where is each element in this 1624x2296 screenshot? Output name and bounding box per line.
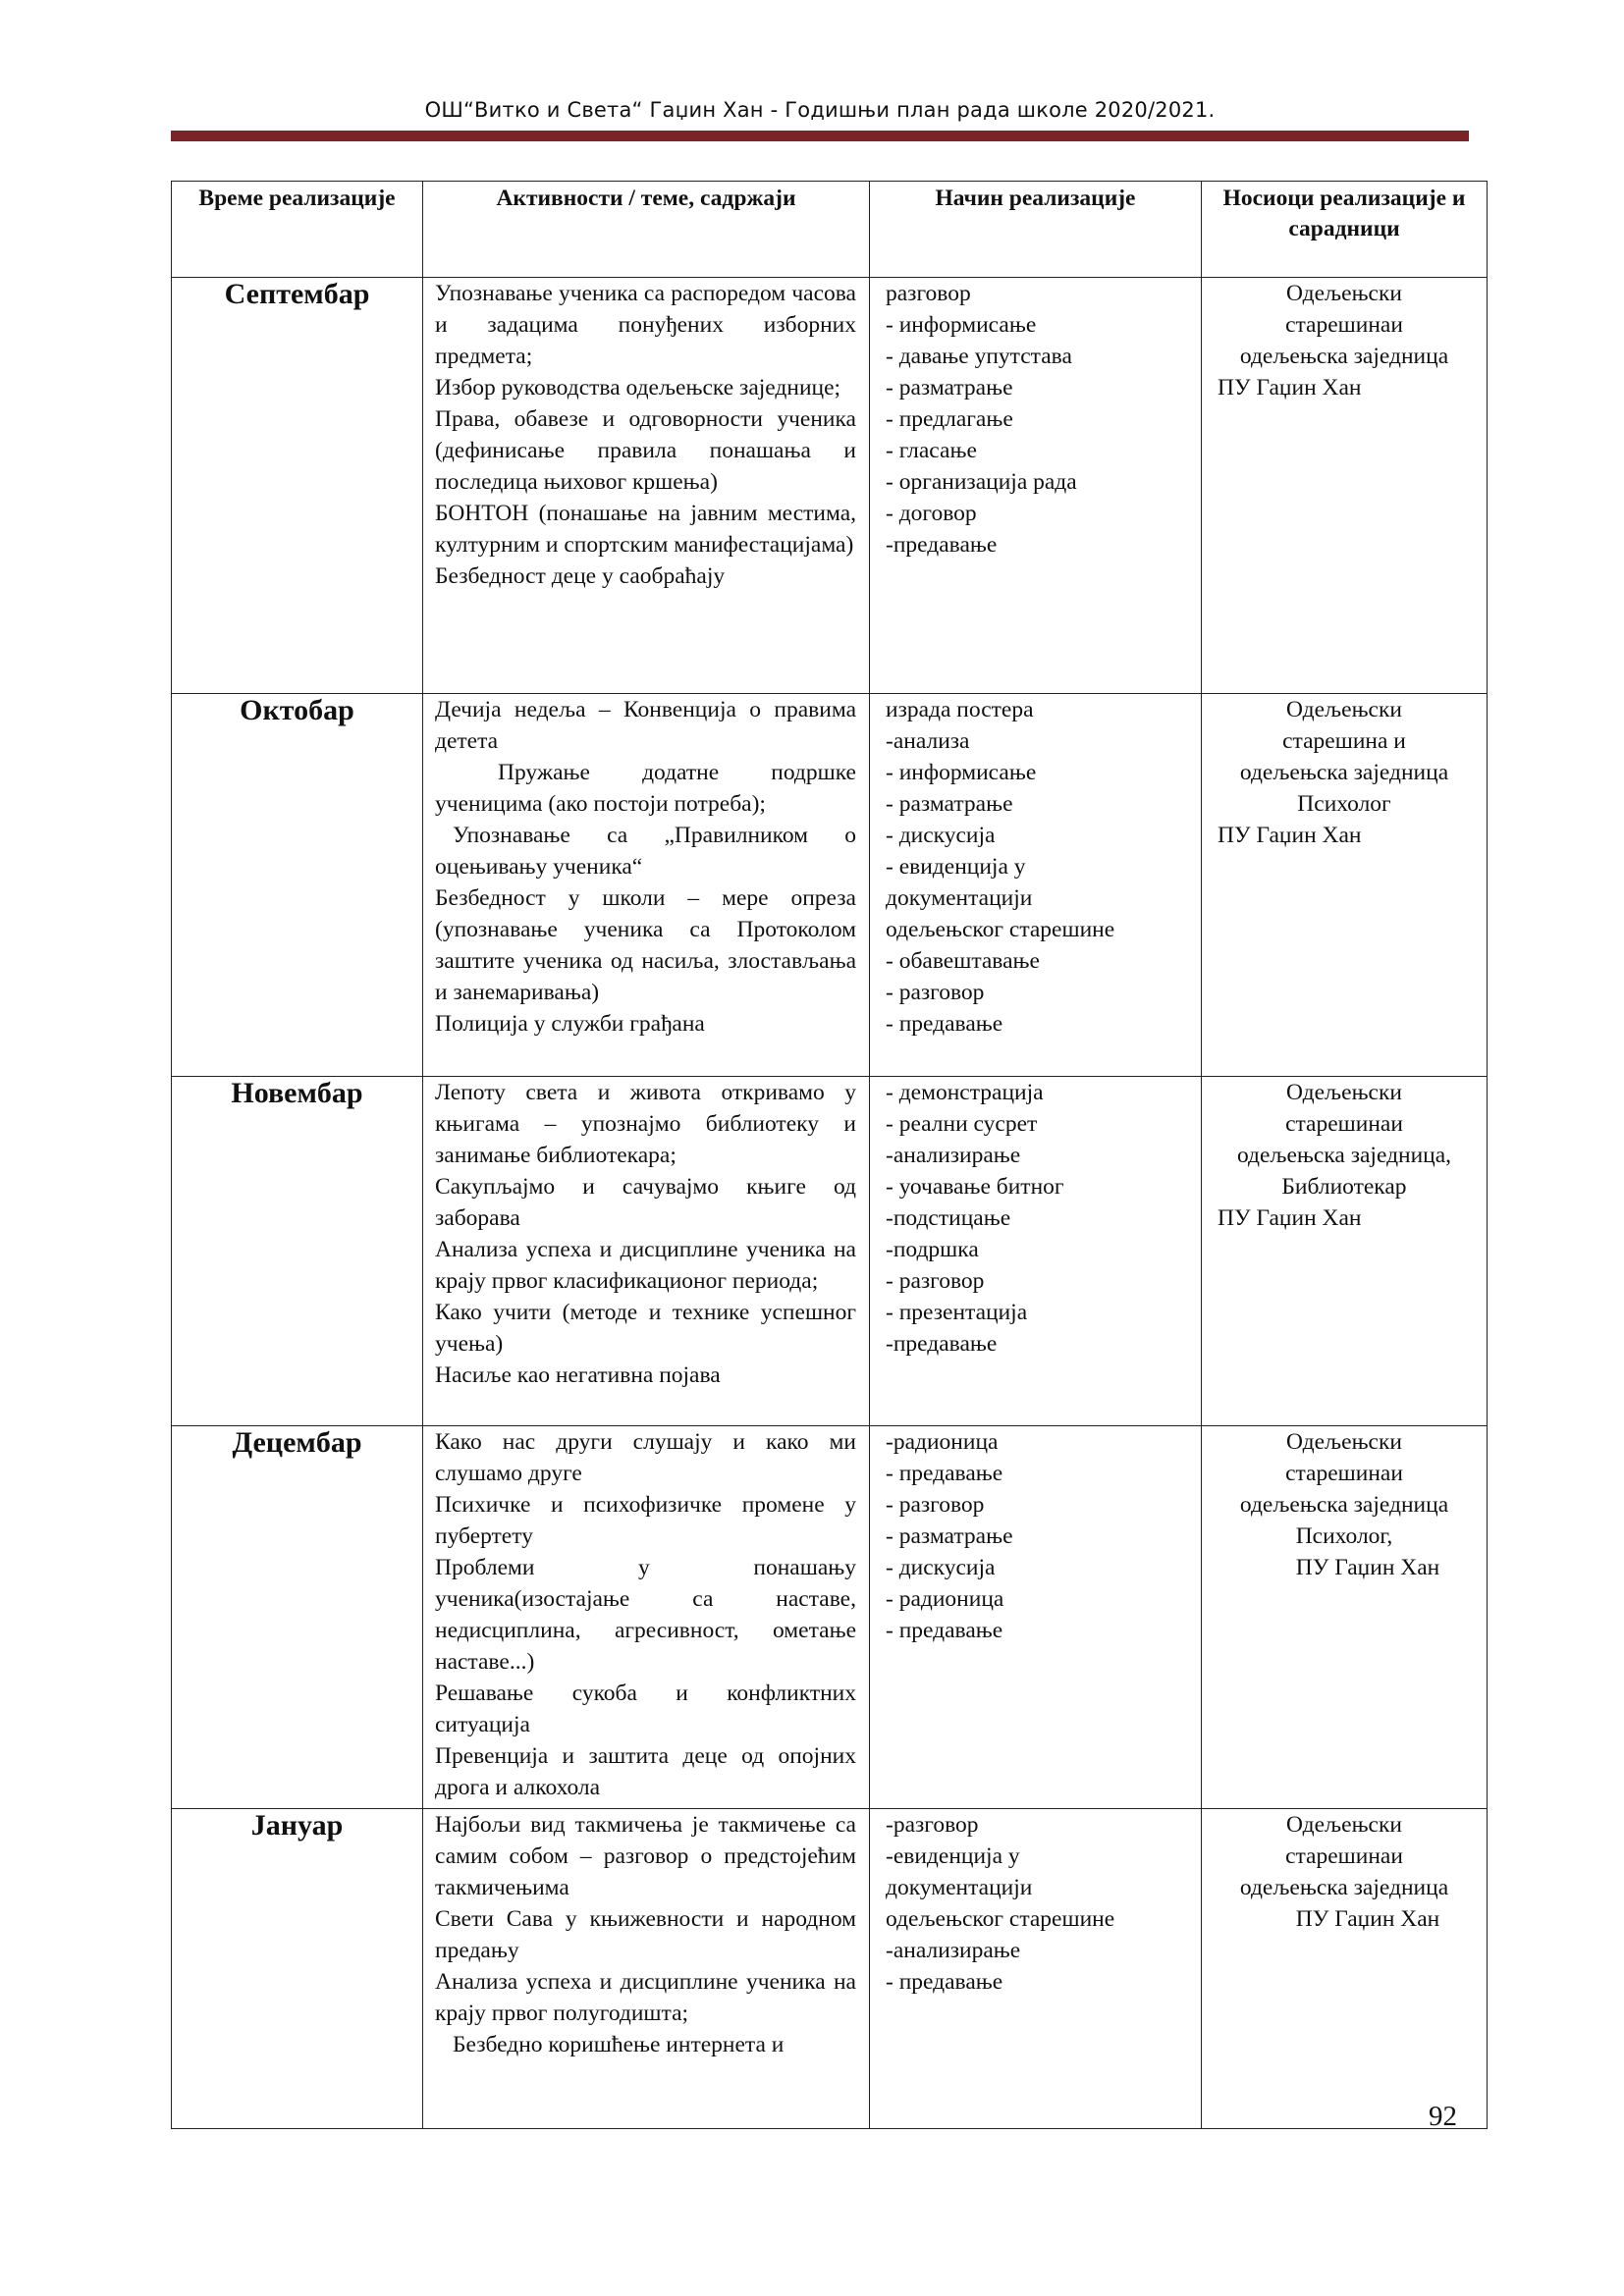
responsible-item: старешинаи [1285,1461,1403,1486]
method-item: - обавештавање [886,948,1040,974]
page-header: ОШ“Витко и Света“ Гаџин Хан - Годишњи план рада школе 2020/2021. [424,98,1216,122]
responsible-item: одељењска заједница [1239,760,1449,785]
responsible-item: ПУ Гаџин Хан [1218,375,1362,400]
activity-item: Проблеми у понашању ученика(изостајање са наставе, недисциплина, агресивност, ометање наставе...) [435,1555,856,1675]
activity-item: Безбедно коришћење интернета и [453,2032,785,2057]
method-cell [870,1426,1202,1809]
column-header-responsible: Носиоци реализације и сарадници [1202,182,1488,278]
responsible-item: Одељењски [1286,281,1402,306]
method-item: - дискусија [886,823,996,848]
activity-item: Превенција и заштита деце од опојних дрога и алкохола [435,1743,856,1800]
method-item: - разговор [886,1492,985,1518]
responsible-item: Одељењски [1286,1080,1402,1105]
responsible-item: старешинаи [1285,1843,1403,1869]
activity-item: Психичке и психофизичке промене у пубертету [435,1492,856,1549]
method-item: - предавање [886,1969,1003,1995]
responsible-item: Психолог, [1295,1523,1393,1549]
responsible-item: одељењска заједница [1239,344,1449,369]
method-item: - информисање [886,760,1037,785]
method-item: -евиденција у [886,1843,1020,1869]
method-item: - презентација [886,1300,1028,1325]
table-row-november [172,1077,1488,1426]
method-item: - радионица [886,1586,1004,1612]
method-item: разговор [886,281,971,306]
method-item: документацији [886,1875,1033,1900]
method-item: -подршка [886,1237,979,1262]
method-item: - дискусија [886,1555,996,1580]
method-item: - уочавање битног [886,1174,1064,1200]
responsible-item: одељењска заједница [1239,1492,1449,1518]
month-cell: Септембар [172,278,423,694]
method-item: - разматрање [886,1523,1013,1549]
table-row-september [172,278,1488,694]
responsible-item: Библиотекар [1281,1174,1407,1200]
responsible-item: ПУ Гаџин Хан [1295,1906,1440,1932]
method-item: - предавање [886,1618,1003,1643]
method-item: - реални сусрет [886,1111,1038,1137]
activity-item: Анализа успеха и дисциплине ученика на крају првог полугодишта; [435,1969,856,2026]
method-item: - демонстрација [886,1080,1044,1105]
responsible-item: ПУ Гаџин Хан [1218,1205,1362,1231]
activity-item: Анализа успеха и дисциплине ученика на крају првог класификационог периода; [435,1237,856,1294]
responsible-cell [1202,1809,1488,2129]
responsible-item: Одељењски [1286,697,1402,722]
responsible-cell [1202,694,1488,1077]
annual-plan-table [171,181,1488,2129]
method-item: - давање упутстава [886,344,1072,369]
responsible-item: старешина и [1282,728,1406,754]
method-item: - разговор [886,980,985,1005]
method-item: - разматрање [886,375,1013,400]
responsible-item: Одељењски [1286,1812,1402,1838]
activities-cell [423,1426,870,1809]
responsible-item: старешинаи [1285,312,1403,338]
method-item: - гласање [886,438,977,463]
activity-item: Упознавање ученика са распоредом часова и задацима понуђених изборних предмета; [435,281,856,369]
activity-item: Безбедност деце у саобраћају [435,563,726,589]
column-header-method: Начин реализације [870,182,1202,278]
method-cell [870,694,1202,1077]
activity-item: Решавање сукоба и конфликтних ситуација [435,1681,856,1737]
activity-item: Права, обавезе и одговорности ученика (дефинисање правила понашања и последица њиховог кршења) [435,406,856,495]
activities-cell [423,1809,870,2129]
page-number: 92 [1429,2101,1457,2132]
month-cell: Новембар [172,1077,423,1426]
method-item: - предлагање [886,406,1013,432]
activity-item: Како учити (методе и технике успешног учења) [435,1300,856,1357]
method-item: одељењског старешине [886,1906,1115,1932]
activity-item: Пружање додатне подршке ученицима (ако постоји потреба); [435,760,856,817]
column-header-activities: Активности / теме, садржаји [423,182,870,278]
responsible-cell [1202,1077,1488,1426]
responsible-item: Одељењски [1286,1429,1402,1455]
column-header-time: Време реализације [172,182,423,278]
activity-item: Избор руководства одељењске заједнице; [435,375,841,400]
method-cell [870,1077,1202,1426]
month-cell: Децембар [172,1426,423,1809]
responsible-item: Психолог [1297,791,1391,817]
activity-item: Полиција у служби грађана [435,1011,705,1037]
method-item: -анализа [886,728,970,754]
activity-item: Како нас други слушају и како ми слушамо друге [435,1429,856,1486]
activity-item: Безбедност у школи – мере опреза (упознавање ученика са Протоколом заштите ученика од насиља, злостављања и занемаривања) [435,885,856,1005]
method-item: одељењског старешине [886,917,1115,942]
responsible-cell [1202,278,1488,694]
activity-item: Лепоту света и живота откривамо у књигама – упознајмо библиотеку и занимање библиотекара; [435,1080,856,1168]
method-item: -анализирање [886,1938,1021,1963]
method-item: - предавање [886,1011,1003,1037]
method-item: - информисање [886,312,1037,338]
activity-item: Свети Сава у књижевности и народном предању [435,1906,856,1963]
method-item: -подстицање [886,1205,1011,1231]
responsible-item: одељењска заједница [1239,1875,1449,1900]
responsible-item: ПУ Гаџин Хан [1295,1555,1440,1580]
activity-item: Најбољи вид такмичења је такмичење са самим собом – разговор о предстојећим такмичењима [435,1812,856,1900]
method-item: - договор [886,501,977,526]
method-item: - предавање [886,1461,1003,1486]
activities-cell [423,1077,870,1426]
table-row-december [172,1426,1488,1809]
table-row-january [172,1809,1488,2129]
activity-item: БОНТОН (понашање на јавним местима, културним и спортским манифестацијама) [435,501,856,558]
activities-cell [423,694,870,1077]
responsible-item: одељењска заједница, [1236,1143,1452,1168]
method-item: -предавање [886,1331,998,1357]
activity-item: Насиље као негативна појава [435,1362,721,1388]
method-item: -разговор [886,1812,979,1838]
method-item: - организација рада [886,469,1077,495]
responsible-cell [1202,1426,1488,1809]
table-header-row [172,182,1488,278]
method-item: - евиденција у [886,854,1026,880]
method-cell [870,278,1202,694]
activity-item: Дечија недеља – Конвенција о правима детета [435,697,856,754]
activity-item: Сакупљајмо и сачувајмо књиге од заборава [435,1174,856,1231]
activity-item: Упознавање са „Правилником о оцењивању ученика“ [435,823,856,880]
method-cell [870,1809,1202,2129]
method-item: -радионица [886,1429,999,1455]
method-item: израда постера [886,697,1034,722]
activities-cell [423,278,870,694]
method-item: - разматрање [886,791,1013,817]
method-item: - разговор [886,1268,985,1294]
responsible-item: старешинаи [1285,1111,1403,1137]
method-item: -анализирање [886,1143,1021,1168]
table-row-october [172,694,1488,1077]
header-rule [171,131,1469,141]
responsible-item: ПУ Гаџин Хан [1218,823,1362,848]
month-cell: Октобар [172,694,423,1077]
method-item: документацији [886,885,1033,911]
method-item: -предавање [886,532,998,558]
month-cell: Јануар [172,1809,423,2129]
